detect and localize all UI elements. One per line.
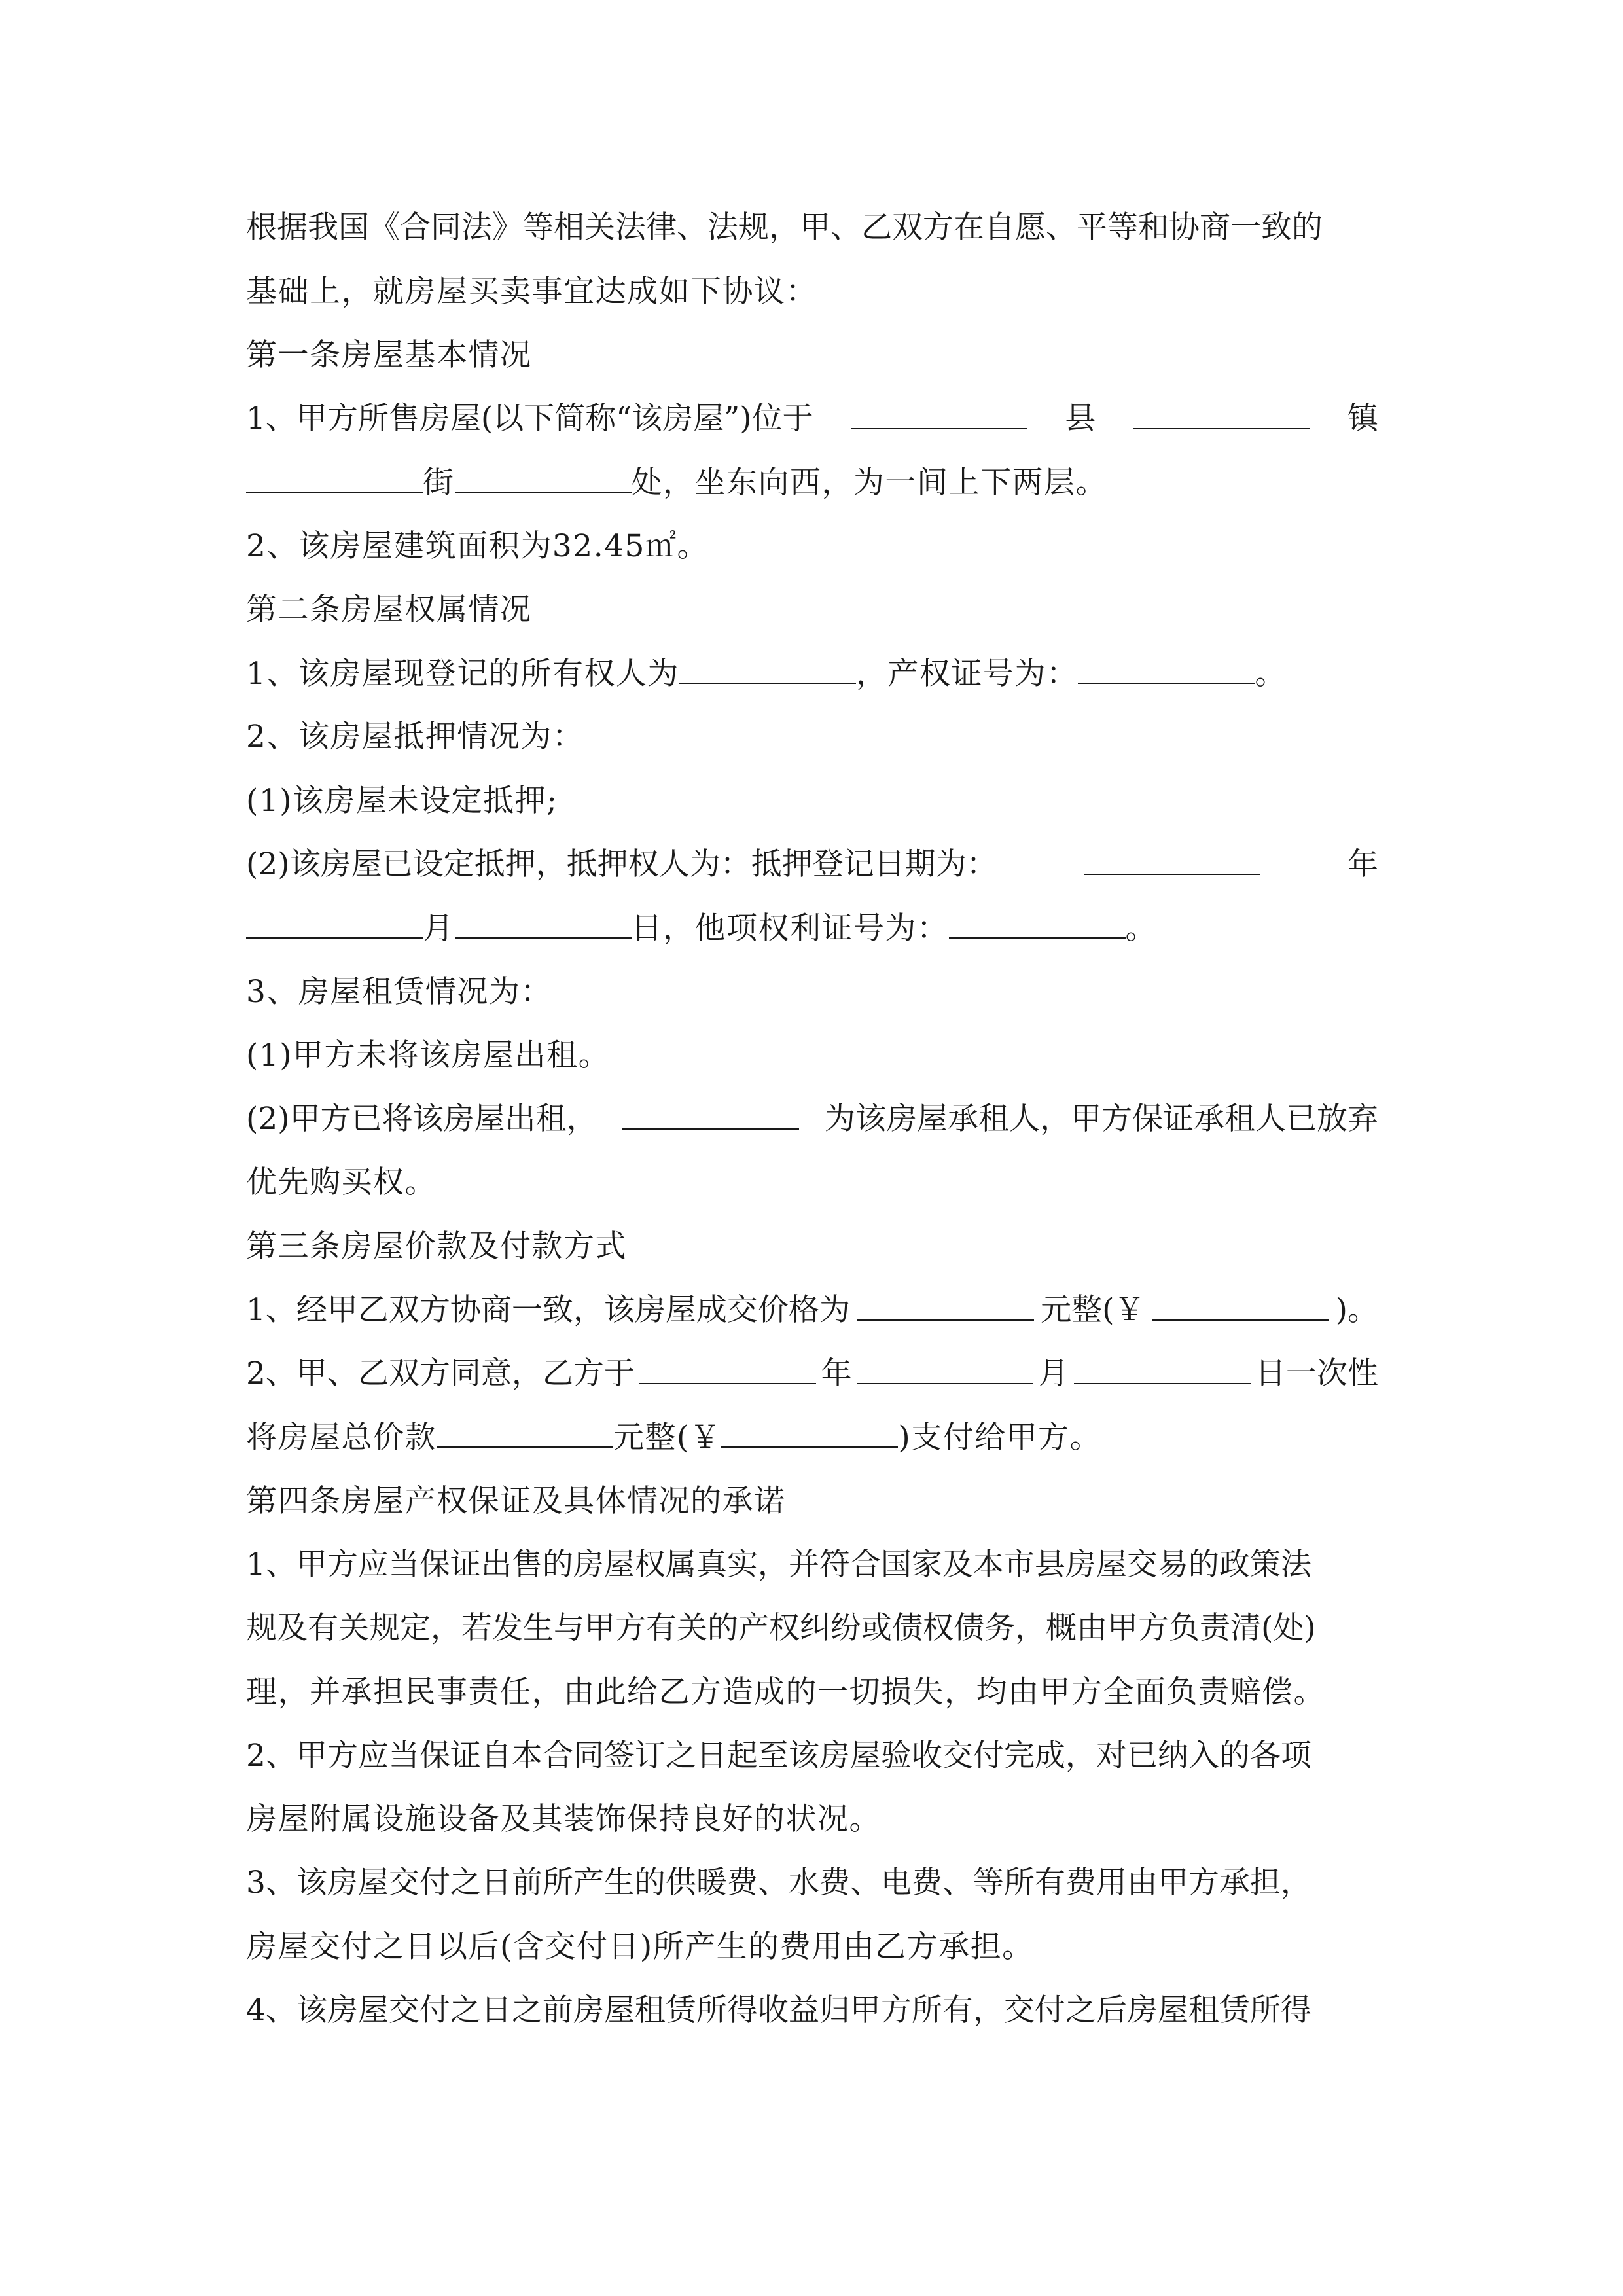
article-4-item-1-line-3: 理，并承担民事责任，由此给乙方造成的一切损失，均由甲方全面负责赔偿。 (246, 1674, 1325, 1710)
article-4-title: 第四条房屋产权保证及具体情况的承诺 (246, 1483, 786, 1519)
blank-price-figures[interactable] (1152, 1291, 1329, 1321)
article-1-item-1-line-1: 1、甲方所售房屋(以下简称“该房屋”)位于 县 镇 (246, 401, 1378, 437)
article-2-title: 第二条房屋权属情况 (246, 592, 532, 628)
blank-total-words[interactable] (437, 1418, 613, 1448)
blank-total-figures[interactable] (721, 1418, 898, 1448)
article-4-item-1-line-2: 规及有关规定，若发生与甲方有关的产权纠纷或债权债务，概由甲方负责清(处) (246, 1610, 1316, 1646)
blank-certificate-number[interactable] (1078, 654, 1255, 684)
blank-payment-year[interactable] (639, 1354, 816, 1384)
blank-tenant[interactable] (622, 1100, 799, 1130)
blank-mortgage-month[interactable] (246, 908, 423, 939)
blank-price-words[interactable] (857, 1291, 1034, 1321)
article-2-item-2-1: (1)该房屋未设定抵押; (246, 783, 558, 819)
article-1-item-2: 2、该房屋建筑面积为32.45㎡。 (246, 528, 709, 564)
article-3-item-2-line-2: 将房屋总价款 元整(￥ )支付给甲方。 (246, 1418, 1378, 1458)
article-1-item-1-line-2: 街 处，坐东向西，为一间上下两层。 (246, 463, 1378, 503)
article-4-item-4-line-1: 4、该房屋交付之日之前房屋租赁所得收益归甲方所有，交付之后房屋租赁所得 (246, 1992, 1311, 2028)
blank-payment-month[interactable] (857, 1354, 1033, 1384)
article-4-item-2-line-2: 房屋附属设施设备及其装饰保持良好的状况。 (246, 1801, 881, 1837)
article-2-item-3-2-line-2: 优先购买权。 (246, 1164, 437, 1200)
article-1-title: 第一条房屋基本情况 (246, 337, 532, 373)
article-4-item-3-line-2: 房屋交付之日以后(含交付日)所产生的费用由乙方承担。 (246, 1929, 1034, 1965)
article-3-item-2-line-1: 2、甲、乙双方同意，乙方于 年 月 日一次性 (246, 1355, 1378, 1391)
article-2-item-2-2-line-2: 月 日，他项权利证号为： 。 (246, 908, 1378, 948)
article-4-item-2-line-1: 2、甲方应当保证自本合同签订之日起至该房屋验收交付完成，对已纳入的各项 (246, 1738, 1311, 1774)
blank-mortgage-day[interactable] (455, 908, 632, 939)
intro-line-2: 基础上，就房屋买卖事宜达成如下协议： (246, 274, 817, 310)
article-2-item-3-2-line-1: (2)甲方已将该房屋出租， 为该房屋承租人，甲方保证承租人已放弃 (246, 1101, 1378, 1137)
article-2-item-3: 3、房屋租赁情况为： (246, 974, 552, 1010)
blank-county[interactable] (851, 399, 1027, 429)
article-3-title: 第三条房屋价款及付款方式 (246, 1229, 627, 1265)
blank-town[interactable] (1133, 399, 1310, 429)
intro-line-1: 根据我国《合同法》等相关法律、法规，甲、乙双方在自愿、平等和协商一致的 (246, 209, 1323, 245)
blank-payment-day[interactable] (1074, 1354, 1251, 1384)
article-3-item-1: 1、经甲乙双方协商一致，该房屋成交价格为 元整(￥ )。 (246, 1292, 1378, 1328)
article-2-item-3-1: (1)甲方未将该房屋出租。 (246, 1037, 611, 1073)
article-2-item-1: 1、该房屋现登记的所有权人为 ，产权证号为： 。 (246, 654, 1378, 694)
blank-place[interactable] (455, 463, 632, 493)
blank-other-rights-number[interactable] (949, 908, 1126, 939)
blank-mortgage-year[interactable] (1084, 845, 1260, 875)
article-2-item-2-2-line-1: (2)该房屋已设定抵押，抵押权人为：抵押登记日期为： 年 (246, 846, 1378, 882)
blank-street[interactable] (246, 463, 423, 493)
article-4-item-1-line-1: 1、甲方应当保证出售的房屋权属真实，并符合国家及本市县房屋交易的政策法 (246, 1547, 1311, 1583)
article-2-item-2: 2、该房屋抵押情况为： (246, 719, 584, 755)
article-4-item-3-line-1: 3、该房屋交付之日前所产生的供暖费、水费、电费、等所有费用由甲方承担， (246, 1865, 1311, 1901)
blank-owner[interactable] (679, 654, 856, 684)
